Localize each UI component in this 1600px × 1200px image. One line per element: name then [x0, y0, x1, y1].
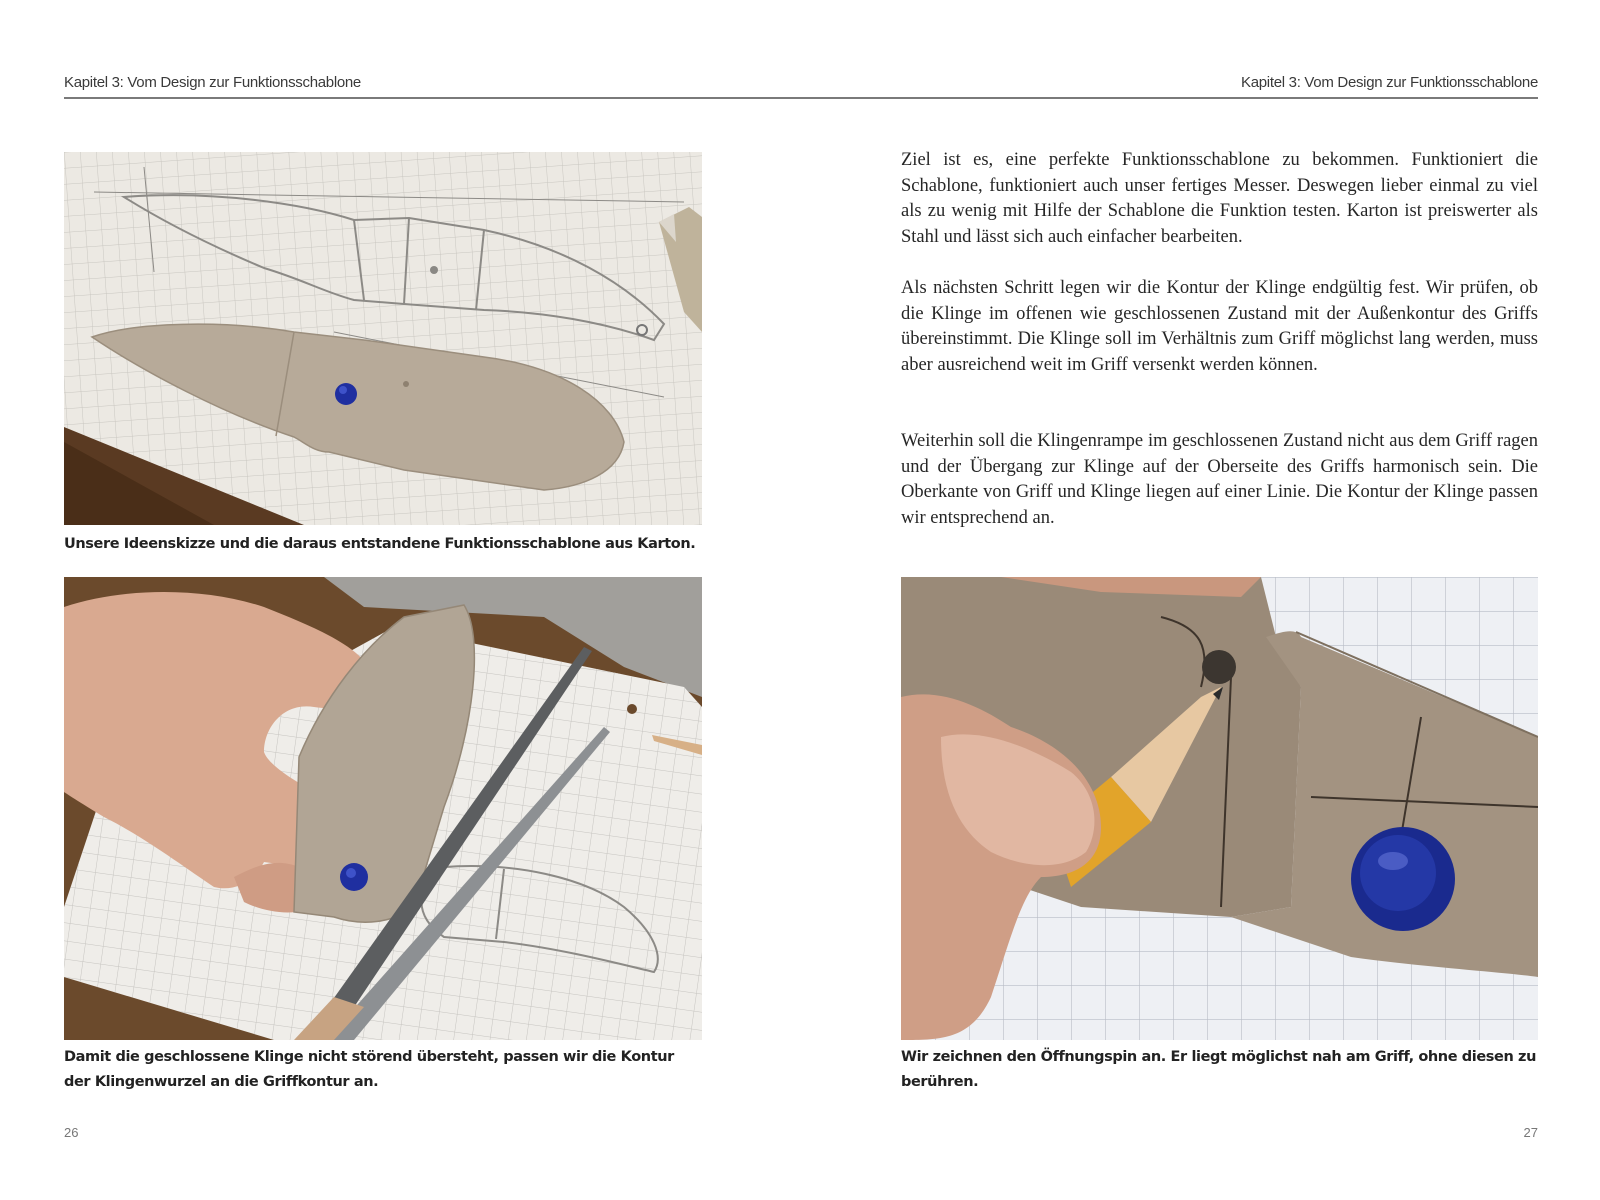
- paragraph-1: Ziel ist es, eine perfekte Funktionsschablone zu bekommen. Funktioniert die Schablone, funktioniert auch unser fertiges Messer. Deswegen lieber einmal zu viel als zu wenig mit Hilfe der Schablone die Funktion testen. Karton ist preiswerter als Stahl und lässt sich auch einfacher bearbeiten.: [901, 150, 1538, 247]
- left-running-header: Kapitel 3: Vom Design zur Funktionsschablone: [64, 74, 361, 91]
- page-number-left: 26: [64, 1125, 79, 1140]
- photo-sketch-and-template: [64, 152, 702, 525]
- photo-cutting-with-scissors: [64, 577, 702, 1040]
- caption-photo-3: Wir zeichnen den Öffnungspin an. Er liegt möglichst nah am Griff, ohne diesen zu berühren.: [901, 1049, 1536, 1090]
- photo-marking-opening-pin: [901, 577, 1538, 1040]
- caption-photo-2: Damit die geschlossene Klinge nicht störend übersteht, passen wir die Kontur der Klingenwurzel an die Griffkontur an.: [64, 1049, 674, 1090]
- caption-photo-1: Unsere Ideenskizze und die daraus entstandene Funktionsschablone aus Karton.: [64, 536, 696, 552]
- paragraph-2: Als nächsten Schritt legen wir die Kontur der Klinge endgültig fest. Wir prüfen, ob die Klinge im offenen wie geschlossenen Zustand mit der Außenkontur des Griffs übereinstimmt. Die Klinge soll im Verhältnis zum Griff möglichst lang werden, muss aber ausreichend weit im Griff versenkt werden können.: [901, 278, 1538, 375]
- paragraph-3: Weiterhin soll die Klingenrampe im geschlossenen Zustand nicht aus dem Griff ragen und der Übergang zur Klinge auf der Oberseite des Griffs harmonisch sein. Die Oberkante von Griff und Klinge liegen auf einer Linie. Die Kontur der Klinge passen wir entsprechend an.: [901, 431, 1538, 528]
- page-number-right: 27: [1523, 1125, 1538, 1140]
- header-rule: [64, 97, 1538, 99]
- right-running-header: Kapitel 3: Vom Design zur Funktionsschablone: [1241, 74, 1538, 91]
